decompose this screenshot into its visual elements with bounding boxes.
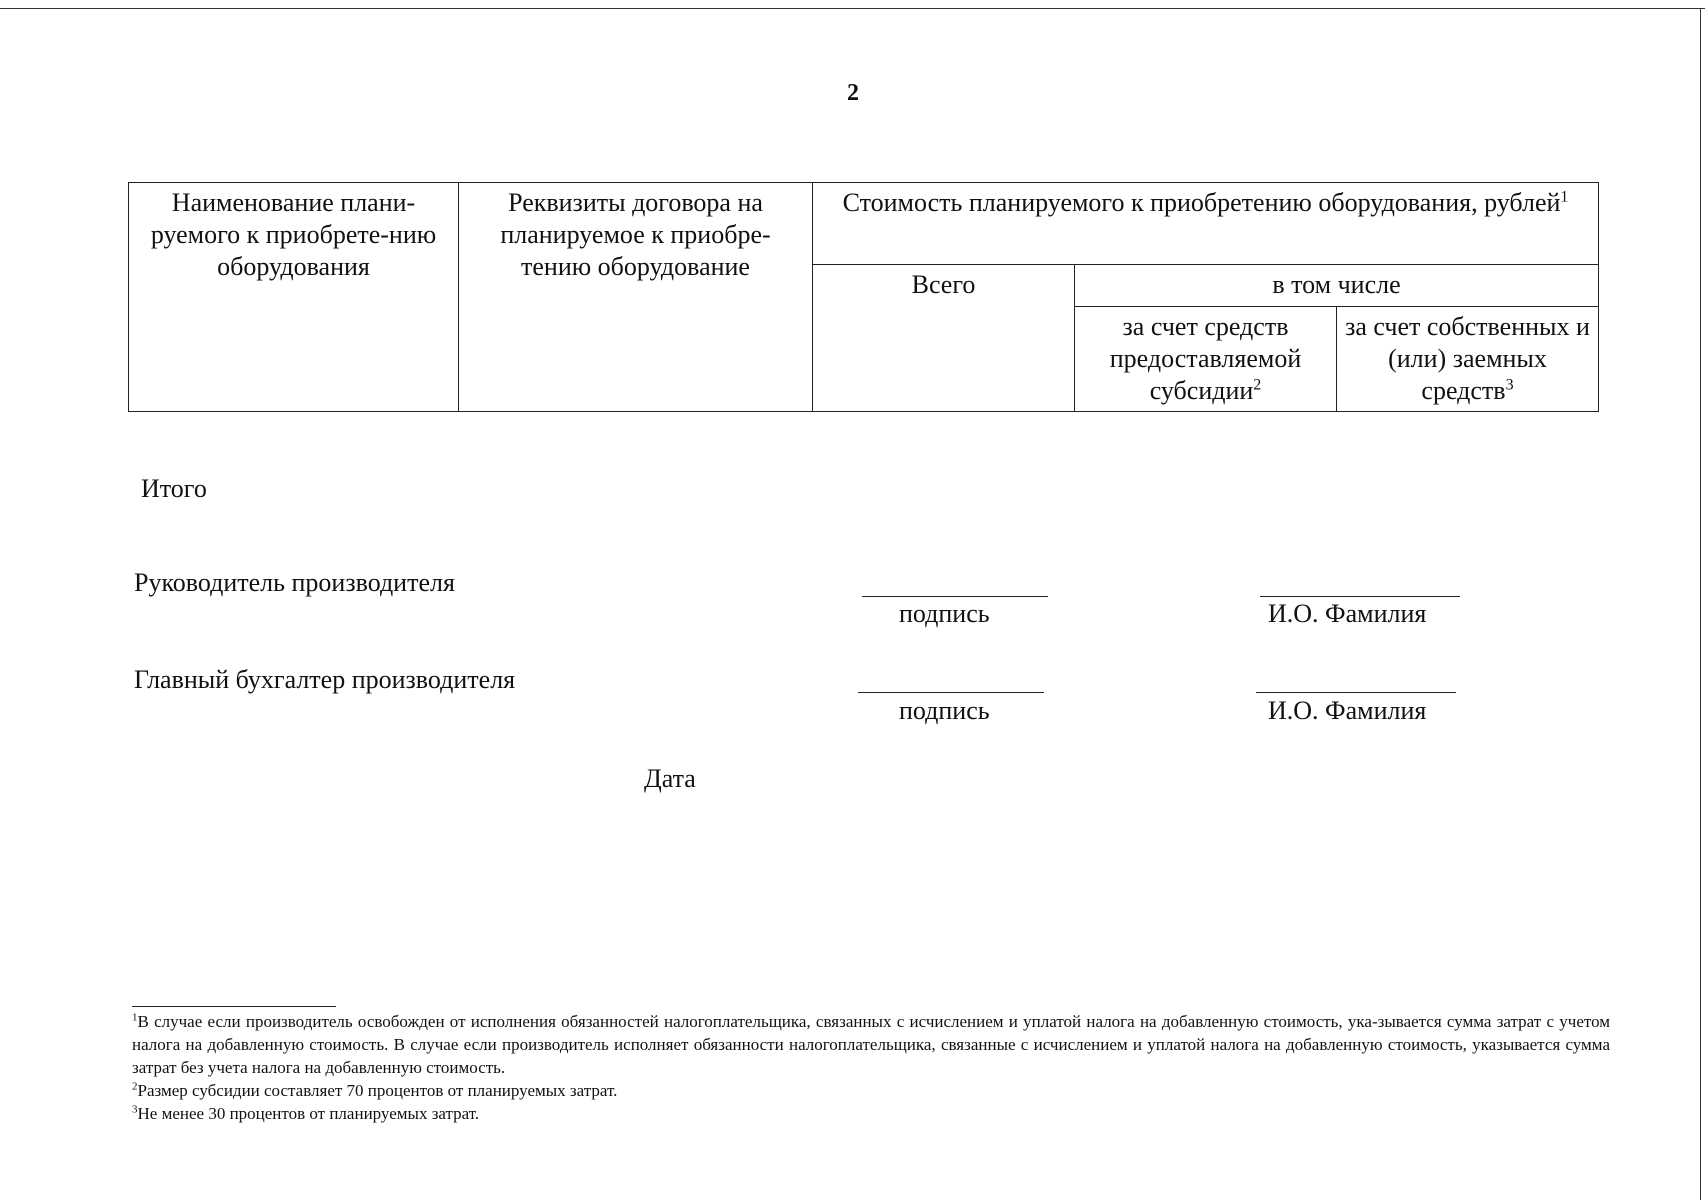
name-line-director: [1260, 596, 1460, 597]
col-header-subsidy-funds: [1075, 307, 1337, 412]
name-caption-director: И.О. Фамилия: [1268, 599, 1427, 628]
footnote-text: Не менее 30 процентов от планируемых затрат.: [137, 1104, 480, 1123]
page-number: 2: [847, 80, 859, 106]
footnote-mark: 2: [132, 1080, 138, 1093]
name-line-accountant: [1256, 692, 1456, 693]
name-caption-accountant: И.О. Фамилия: [1268, 696, 1427, 725]
signature-caption-director: подпись: [899, 599, 990, 628]
footnote-2: [132, 1079, 1610, 1102]
subsidy-header-text: за счет средств предоставляемой субсидии: [1109, 312, 1302, 405]
page-right-border: [1700, 8, 1701, 1200]
equipment-cost-table: [128, 182, 1599, 412]
cost-header-text: Стоимость планируемого к приобретению оборудования, рублей: [842, 188, 1561, 217]
footnote-ref-3: 3: [1505, 376, 1514, 394]
page-top-border: [0, 8, 1705, 9]
col-header-total: Всего: [813, 265, 1075, 412]
footnote-ref-1: 1: [1560, 188, 1569, 206]
footnote-text: В случае если производитель освобожден от исполнения обязанностей налогоплательщика, связанных с исчислением и уплатой налога на добавленную стоимость, ука-зывается сумма затрат с учетом налога на добавленную стоимость. В случае если производитель исполняет обязанности налогоплательщика, связанные с исчислением и уплатой налога на добавленную стоимость, указывается сумма затрат без учета налога на добавленную стоимость.: [132, 1012, 1610, 1077]
col-header-equipment-cost: [813, 183, 1599, 265]
col-header-own-funds: [1337, 307, 1599, 412]
col-header-equipment-name: Наименование плани-руемого к приобрете-нию оборудования: [129, 183, 459, 412]
footnote-3: [132, 1102, 1610, 1125]
signature-role-director: Руководитель производителя: [134, 568, 455, 597]
signature-caption-accountant: подпись: [899, 696, 990, 725]
date-label: Дата: [644, 764, 696, 793]
signature-line-director: [862, 596, 1048, 597]
signature-role-accountant: Главный бухгалтер производителя: [134, 665, 516, 694]
col-header-including: в том числе: [1075, 265, 1599, 307]
footnotes: [132, 1010, 1610, 1125]
footnote-mark: 3: [132, 1103, 138, 1116]
footnote-mark: 1: [132, 1011, 138, 1024]
footnote-text: Размер субсидии составляет 70 процентов от планируемых затрат.: [137, 1081, 618, 1100]
footnote-1: [132, 1010, 1610, 1079]
footnote-ref-2: 2: [1253, 376, 1262, 394]
signature-line-accountant: [858, 692, 1044, 693]
col-header-contract-details: Реквизиты договора на планируемое к приобре-тению оборудование: [459, 183, 813, 412]
footnote-separator: [132, 1006, 336, 1007]
total-label: Итого: [141, 474, 207, 503]
own-funds-header-text: за счет собственных и (или) заемных средств: [1345, 312, 1590, 405]
